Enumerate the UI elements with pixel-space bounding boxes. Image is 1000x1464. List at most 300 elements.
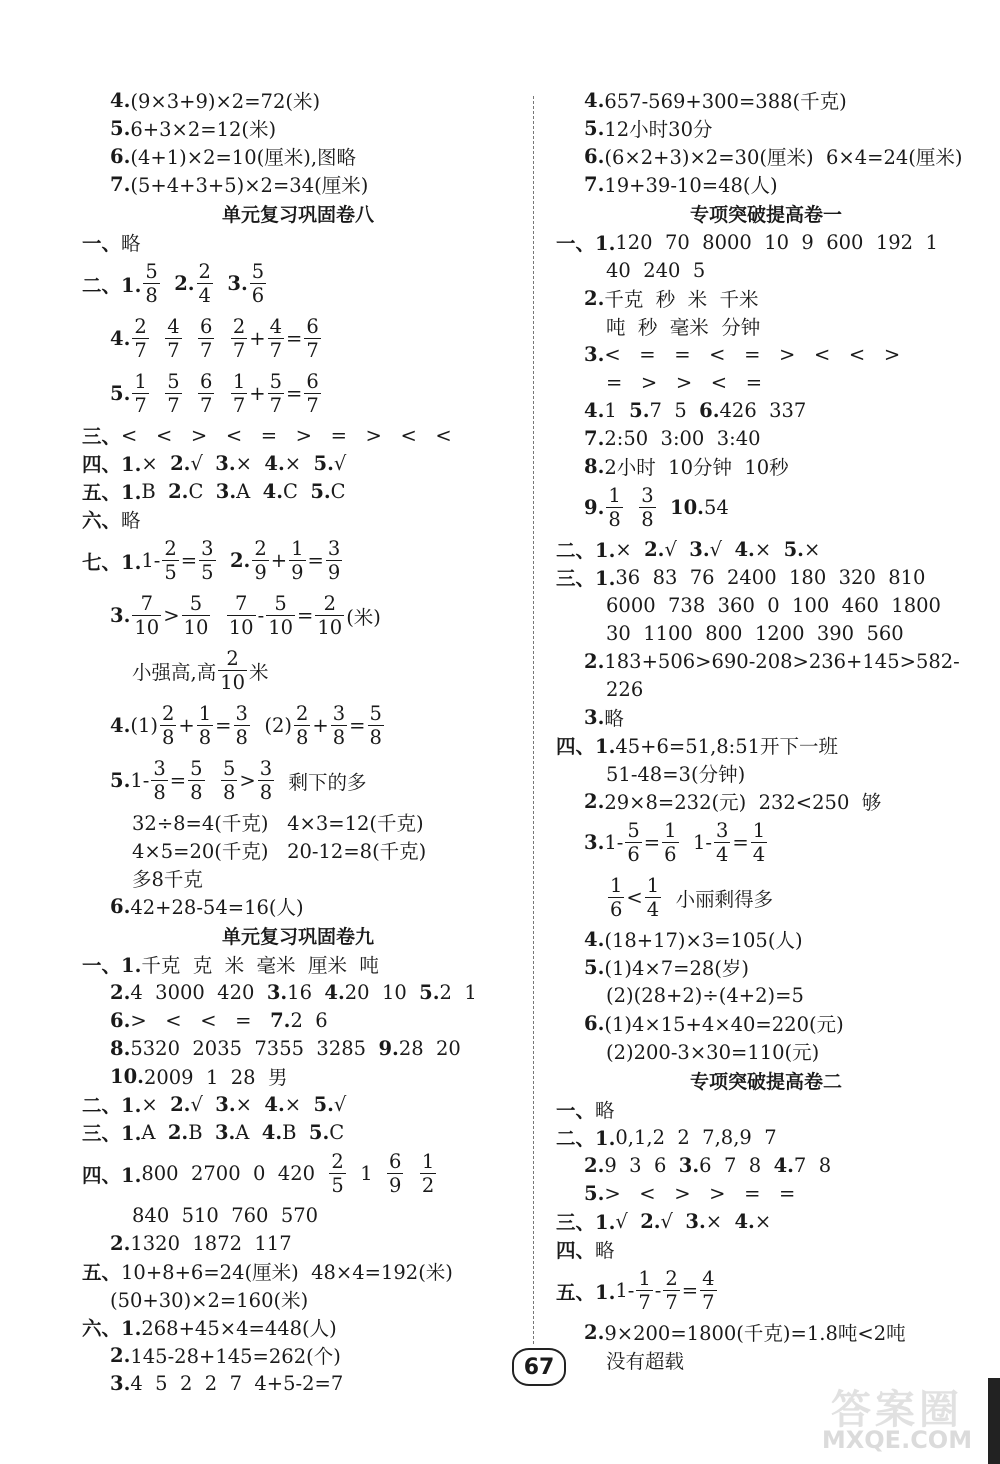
question-number: 3. xyxy=(110,604,131,627)
fraction-numerator: 1 xyxy=(134,369,147,393)
answer-text xyxy=(151,382,163,405)
question-number: 3. xyxy=(227,272,248,295)
answer-line xyxy=(82,256,514,311)
fraction xyxy=(222,756,236,804)
answer-text xyxy=(184,382,196,405)
answer-text: 183+506>690-208>236+145>582- xyxy=(604,649,960,673)
answer-text: (4+1)×2=10(厘米),图略 xyxy=(130,146,357,169)
question-number: 三、 xyxy=(82,425,122,448)
question-number: 2. xyxy=(167,1120,189,1144)
answer-text: = xyxy=(215,714,232,737)
question-number: 2. xyxy=(640,1209,661,1233)
answer-text xyxy=(625,496,637,519)
fraction xyxy=(251,259,265,307)
fraction-numerator: 1 xyxy=(646,873,660,897)
answer-line xyxy=(82,1313,514,1341)
fraction xyxy=(219,646,246,694)
fraction-denominator: 2 xyxy=(421,1174,435,1197)
answer-line xyxy=(82,311,514,366)
fraction xyxy=(198,701,212,749)
fraction-denominator: 9 xyxy=(327,561,341,584)
fraction-denominator: 4 xyxy=(646,898,660,921)
answer-line xyxy=(556,675,976,703)
question-number: 2. xyxy=(584,286,605,310)
fraction xyxy=(189,756,203,804)
fraction-denominator: 8 xyxy=(161,726,175,749)
answer-text: 2009 1 28 男 xyxy=(143,1066,288,1089)
question-number: 三、1. xyxy=(556,567,616,590)
fraction-denominator: 7 xyxy=(200,339,213,362)
answer-text: 6+3×2=12(米) xyxy=(130,118,277,141)
fraction-numerator: 5 xyxy=(167,369,180,393)
answer-line xyxy=(556,368,976,396)
answer-text xyxy=(218,549,230,572)
fraction-numerator: 2 xyxy=(161,701,175,725)
answer-text: √ xyxy=(190,451,216,475)
fraction-denominator: 4 xyxy=(198,284,211,307)
fraction xyxy=(327,536,341,584)
question-number: 3. xyxy=(584,831,605,854)
question-number: 2. xyxy=(170,1092,191,1116)
fraction-numerator: 5 xyxy=(190,756,203,780)
question-number: 七、1. xyxy=(82,550,142,574)
answer-text: 51-48=3(分钟) xyxy=(606,763,746,786)
fraction xyxy=(290,536,304,584)
question-number: 5. xyxy=(110,769,131,792)
answer-text: 12小时30分 xyxy=(604,118,713,141)
answer-line xyxy=(556,396,976,424)
answer-text: × xyxy=(754,1209,772,1233)
fraction-numerator: 3 xyxy=(332,701,346,725)
question-number: 二、1. xyxy=(82,273,142,297)
question-number: 5. xyxy=(110,382,131,405)
answer-text: 42+28-54=16(人) xyxy=(130,896,304,919)
answer-text: + xyxy=(312,714,329,737)
fraction xyxy=(199,314,213,362)
question-number: 3. xyxy=(584,342,605,366)
fraction-denominator: 4 xyxy=(715,843,729,866)
answer-text: + xyxy=(178,714,195,737)
answer-text: 小丽剩得多 xyxy=(663,887,774,911)
question-number: 5. xyxy=(629,398,650,422)
answer-line xyxy=(82,1146,514,1201)
fraction-numerator: 5 xyxy=(145,259,158,283)
fraction-numerator: 3 xyxy=(641,483,654,507)
fraction-numerator: 2 xyxy=(198,259,211,283)
answer-text: 4×5=20(千克) 20-12=8(千克) xyxy=(132,840,427,863)
fraction xyxy=(609,873,623,921)
answer-text: 2小时 10分钟 10秒 xyxy=(604,456,789,479)
question-number: 3. xyxy=(266,980,288,1004)
answer-text: - xyxy=(257,604,265,627)
fraction-numerator: 7 xyxy=(234,591,248,615)
question-number: 2. xyxy=(170,451,191,475)
question-number: 4. xyxy=(734,1209,755,1233)
question-number: 4. xyxy=(110,88,131,112)
question-number: 7. xyxy=(270,1008,291,1032)
fraction-denominator: 4 xyxy=(752,843,766,866)
fraction-numerator: 2 xyxy=(331,1149,344,1173)
answer-text: 7 8 xyxy=(793,1153,832,1177)
question-number: 四、1. xyxy=(556,735,616,758)
fraction xyxy=(133,314,147,362)
fraction xyxy=(269,369,283,417)
fraction-denominator: 7 xyxy=(702,1291,715,1314)
question-number: 10. xyxy=(670,496,704,519)
fraction-denominator: 6 xyxy=(627,843,640,866)
fraction xyxy=(163,536,177,584)
fraction xyxy=(199,369,213,417)
answer-text: (1)4×15+4×40=220(元) xyxy=(604,1013,844,1036)
answer-line xyxy=(556,340,976,368)
question-number: 2. xyxy=(584,789,605,813)
question-number: 四、 xyxy=(556,1239,596,1262)
answer-text: 1- xyxy=(604,831,624,854)
fraction-denominator: 10 xyxy=(268,616,294,639)
question-number: 9. xyxy=(378,1036,399,1060)
fraction-numerator: 1 xyxy=(664,818,677,842)
question-number: 三、1. xyxy=(82,1122,142,1145)
question-number: 五、1. xyxy=(556,1280,616,1304)
answer-line xyxy=(82,1285,514,1313)
answer-text: + xyxy=(249,382,266,405)
fraction-numerator: 7 xyxy=(140,591,153,615)
fraction xyxy=(295,701,309,749)
answer-text: C xyxy=(329,1120,345,1144)
answer-text: (米) xyxy=(346,605,381,629)
answer-text: 9 3 6 xyxy=(604,1153,679,1177)
answer-text: √ xyxy=(615,1209,641,1233)
answer-text: 120 70 8000 10 9 600 192 1 xyxy=(615,230,938,254)
question-number: 一、1. xyxy=(556,232,616,255)
question-number: 2. xyxy=(584,649,605,673)
answer-text: + xyxy=(270,549,288,572)
question-number: 9. xyxy=(584,496,605,519)
fraction xyxy=(269,314,283,362)
question-number: 三、1. xyxy=(556,1211,616,1234)
answer-text: √ xyxy=(664,537,690,561)
question-number: 4. xyxy=(110,327,131,350)
answer-text: 45+6=51,8:51开下一班 xyxy=(615,735,839,758)
question-number: 6. xyxy=(110,1008,131,1032)
answer-text: = xyxy=(681,1279,699,1302)
answer-text: 千克 克 米 毫米 厘米 吨 xyxy=(141,954,379,977)
answer-line xyxy=(82,1034,514,1062)
question-number: 3. xyxy=(110,1371,131,1395)
question-number: 7. xyxy=(584,172,605,196)
fraction xyxy=(267,591,294,639)
answer-text: 略 xyxy=(121,509,141,532)
fraction xyxy=(133,369,147,417)
fraction-denominator: 10 xyxy=(228,616,254,639)
answer-text: A xyxy=(235,1120,262,1144)
answer-text: √ xyxy=(333,1092,347,1116)
answer-line xyxy=(556,870,976,925)
answer-text: 29×8=232(元) 232<250 够 xyxy=(604,791,882,814)
answer-text: 单元复习巩固卷九 xyxy=(221,925,374,948)
fraction-denominator: 7 xyxy=(638,1291,651,1314)
fraction-numerator: 5 xyxy=(222,756,236,780)
answer-line xyxy=(82,1369,514,1397)
answer-line xyxy=(82,978,514,1006)
question-number: 五、 xyxy=(82,1261,122,1284)
answer-text: 28 20 xyxy=(398,1036,461,1060)
answer-text xyxy=(207,769,219,792)
answer-line xyxy=(556,1009,976,1037)
fraction-denominator: 8 xyxy=(295,726,309,749)
fraction xyxy=(166,369,180,417)
answer-text xyxy=(212,604,224,627)
fraction-denominator: 10 xyxy=(183,616,209,639)
answer-line xyxy=(556,703,976,731)
question-number: 4. xyxy=(261,1120,283,1144)
answer-text: 6 7 8 xyxy=(699,1153,774,1177)
answer-text: C xyxy=(330,479,346,503)
answer-line xyxy=(82,1229,514,1257)
answer-text: (2)200-3×30=110(元) xyxy=(606,1041,820,1064)
answer-line xyxy=(82,892,514,920)
answer-text: = xyxy=(169,769,187,792)
question-number: 8. xyxy=(110,1036,131,1060)
answer-text: × xyxy=(284,1092,314,1116)
answer-line xyxy=(556,170,976,198)
answer-text: 1- xyxy=(130,769,150,792)
fraction-denominator: 6 xyxy=(251,284,265,307)
answer-text: 36 83 76 2400 180 320 810 xyxy=(615,565,926,589)
answer-line xyxy=(556,1346,976,1374)
fraction-denominator: 8 xyxy=(145,284,158,307)
answer-text: (1)4×7=28(岁) xyxy=(604,957,750,980)
answer-text: × xyxy=(141,451,171,475)
fraction-numerator: 3 xyxy=(715,818,729,842)
fraction-denominator: 8 xyxy=(190,781,203,804)
question-number: 5. xyxy=(419,980,440,1004)
answer-text: 专项突破提高卷二 xyxy=(689,1070,842,1093)
answer-line xyxy=(82,1118,514,1146)
answer-line xyxy=(82,170,514,198)
answer-text: 略 xyxy=(121,232,141,255)
question-number: 一、1. xyxy=(82,954,142,977)
answer-line xyxy=(556,815,976,870)
question-number: 2. xyxy=(110,980,131,1004)
fraction-numerator: 2 xyxy=(295,701,309,725)
fraction-denominator: 9 xyxy=(254,561,267,584)
answer-line xyxy=(556,647,976,675)
fraction-numerator: 6 xyxy=(306,314,319,338)
answer-line xyxy=(556,1318,976,1346)
fraction-numerator: 2 xyxy=(323,591,336,615)
question-number: 3. xyxy=(215,1092,236,1116)
answer-line xyxy=(556,1235,976,1263)
answer-text: 6000 738 360 0 100 460 1800 xyxy=(606,593,941,617)
fraction-denominator: 8 xyxy=(332,726,346,749)
question-number: 4. xyxy=(734,537,755,561)
answer-text: 16 xyxy=(287,980,325,1004)
answer-text: (6×2+3)×2=30(厘米) 6×4=24(厘米) xyxy=(604,146,963,169)
fraction xyxy=(228,591,255,639)
fraction xyxy=(388,1149,402,1197)
fraction-denominator: 7 xyxy=(232,339,246,362)
question-number: 2. xyxy=(110,1231,131,1255)
question-number: 3. xyxy=(215,479,237,503)
question-number: 5. xyxy=(310,479,331,503)
answer-text: = xyxy=(307,549,324,572)
answer-text: 1 xyxy=(604,398,630,422)
fraction xyxy=(253,536,267,584)
fraction-numerator: 5 xyxy=(251,259,265,283)
answer-line xyxy=(556,619,976,647)
fraction xyxy=(646,873,660,921)
answer-line xyxy=(82,1062,514,1090)
answer-line xyxy=(556,563,976,591)
fraction xyxy=(663,818,677,866)
answer-text: 2:50 3:00 3:40 xyxy=(604,426,761,450)
question-number: 2. xyxy=(229,549,251,572)
fraction-denominator: 9 xyxy=(291,561,304,584)
answer-text: (2) xyxy=(251,714,292,737)
answer-text: (1) xyxy=(130,714,158,737)
answer-text: 20 10 xyxy=(344,980,420,1004)
answer-text: 268+45×4=448(人) xyxy=(141,1317,337,1340)
answer-text: × xyxy=(754,537,784,561)
answer-text: 1- xyxy=(615,1279,635,1302)
fraction xyxy=(133,591,160,639)
answer-text: √ xyxy=(333,451,347,475)
fraction xyxy=(305,369,319,417)
question-number: 5. xyxy=(584,116,605,140)
answer-text: 米 xyxy=(249,660,269,684)
fraction xyxy=(232,314,246,362)
question-number: 4. xyxy=(584,927,605,951)
answer-line xyxy=(556,1037,976,1065)
answer-text: 840 510 760 570 xyxy=(132,1203,319,1227)
answer-text: √ xyxy=(709,537,735,561)
answer-text: × xyxy=(705,1209,735,1233)
fraction-denominator: 7 xyxy=(306,394,319,417)
answer-text: 没有超载 xyxy=(606,1350,685,1373)
fraction-numerator: 1 xyxy=(232,369,246,393)
answer-line xyxy=(82,86,514,114)
answer-line xyxy=(82,449,514,477)
section-title xyxy=(82,920,514,950)
watermark-logo xyxy=(798,1378,996,1460)
answer-text: 32÷8=4(千克) 4×3=12(千克) xyxy=(132,812,424,835)
question-number: 四、1. xyxy=(82,453,142,476)
answer-line xyxy=(556,953,976,981)
fraction-denominator: 7 xyxy=(200,394,213,417)
fraction xyxy=(161,701,175,749)
question-number: 6. xyxy=(699,398,720,422)
answer-text: 5320 2035 7355 3285 xyxy=(130,1036,379,1060)
fraction xyxy=(152,756,166,804)
fraction-denominator: 5 xyxy=(164,561,177,584)
answer-text: 1- xyxy=(680,831,712,854)
answer-text: × xyxy=(803,537,821,561)
fraction xyxy=(200,536,214,584)
answer-column-left xyxy=(82,86,514,1397)
answer-line xyxy=(556,1123,976,1151)
answer-text: B xyxy=(188,1120,215,1144)
fraction-denominator: 6 xyxy=(610,898,623,921)
question-number: 6. xyxy=(110,894,131,918)
fraction-numerator: 3 xyxy=(259,756,273,780)
answer-text xyxy=(184,327,196,350)
question-number: 4. xyxy=(262,479,283,503)
answer-line xyxy=(556,86,976,114)
fraction-denominator: 8 xyxy=(641,508,654,531)
question-number: 4. xyxy=(773,1153,794,1177)
answer-text: 1320 1872 117 xyxy=(130,1231,292,1255)
question-number: 5. xyxy=(313,451,334,475)
answer-line xyxy=(82,808,514,836)
answer-line xyxy=(556,228,976,256)
answer-line xyxy=(82,505,514,533)
fraction-numerator: 6 xyxy=(306,369,319,393)
question-number: 5. xyxy=(308,1120,330,1144)
fraction xyxy=(166,314,180,362)
question-number: 6. xyxy=(584,144,605,168)
answer-text: 40 240 5 xyxy=(606,258,706,282)
question-number: 一、 xyxy=(556,1099,596,1122)
answer-line xyxy=(556,1179,976,1207)
fraction-numerator: 1 xyxy=(752,818,766,842)
answer-text: 略 xyxy=(595,1099,615,1122)
question-number: 一、 xyxy=(82,232,122,255)
answer-line xyxy=(556,1095,976,1123)
answer-text: (18+17)×3=105(人) xyxy=(604,929,803,952)
question-number: 五、1. xyxy=(82,481,142,504)
answer-line xyxy=(82,588,514,643)
fraction xyxy=(369,701,383,749)
answer-line xyxy=(82,836,514,864)
fraction-numerator: 2 xyxy=(164,536,177,560)
answer-text: 10+8+6=24(厘米) 48×4=192(米) xyxy=(121,1261,453,1284)
answer-text: C xyxy=(188,479,216,503)
answer-text: (9×3+9)×2=72(米) xyxy=(130,90,321,113)
question-number: 3. xyxy=(584,705,605,729)
fraction-numerator: 4 xyxy=(702,1266,715,1290)
fraction xyxy=(232,369,246,417)
fraction-numerator: 1 xyxy=(608,483,621,507)
answer-line xyxy=(556,452,976,480)
answer-text: (5+4+3+5)×2=34(厘米) xyxy=(130,174,369,197)
answer-text: C xyxy=(282,479,311,503)
answer-column-right xyxy=(556,86,976,1374)
answer-text: > xyxy=(239,769,256,792)
fraction-denominator: 8 xyxy=(608,508,621,531)
answer-text xyxy=(215,272,227,295)
fraction-numerator: 1 xyxy=(291,536,304,560)
question-number: 4. xyxy=(110,714,131,737)
fraction-denominator: 7 xyxy=(665,1291,678,1314)
answer-line xyxy=(82,142,514,170)
fraction-denominator: 8 xyxy=(235,726,248,749)
fraction-numerator: 3 xyxy=(235,701,248,725)
answer-text: 0,1,2 2 7,8,9 7 xyxy=(615,1125,777,1149)
question-number: 4. xyxy=(584,398,605,422)
fraction xyxy=(607,483,621,531)
fraction-numerator: 6 xyxy=(389,1149,402,1173)
answer-text: > xyxy=(163,604,180,627)
answer-text: = xyxy=(643,831,661,854)
fraction xyxy=(183,591,210,639)
fraction-denominator: 7 xyxy=(232,394,246,417)
question-number: 4. xyxy=(264,1092,285,1116)
fraction-denominator: 8 xyxy=(198,726,212,749)
question-number: 2. xyxy=(584,1153,605,1177)
answer-text: √ xyxy=(660,1209,686,1233)
fraction-numerator: 6 xyxy=(200,369,213,393)
